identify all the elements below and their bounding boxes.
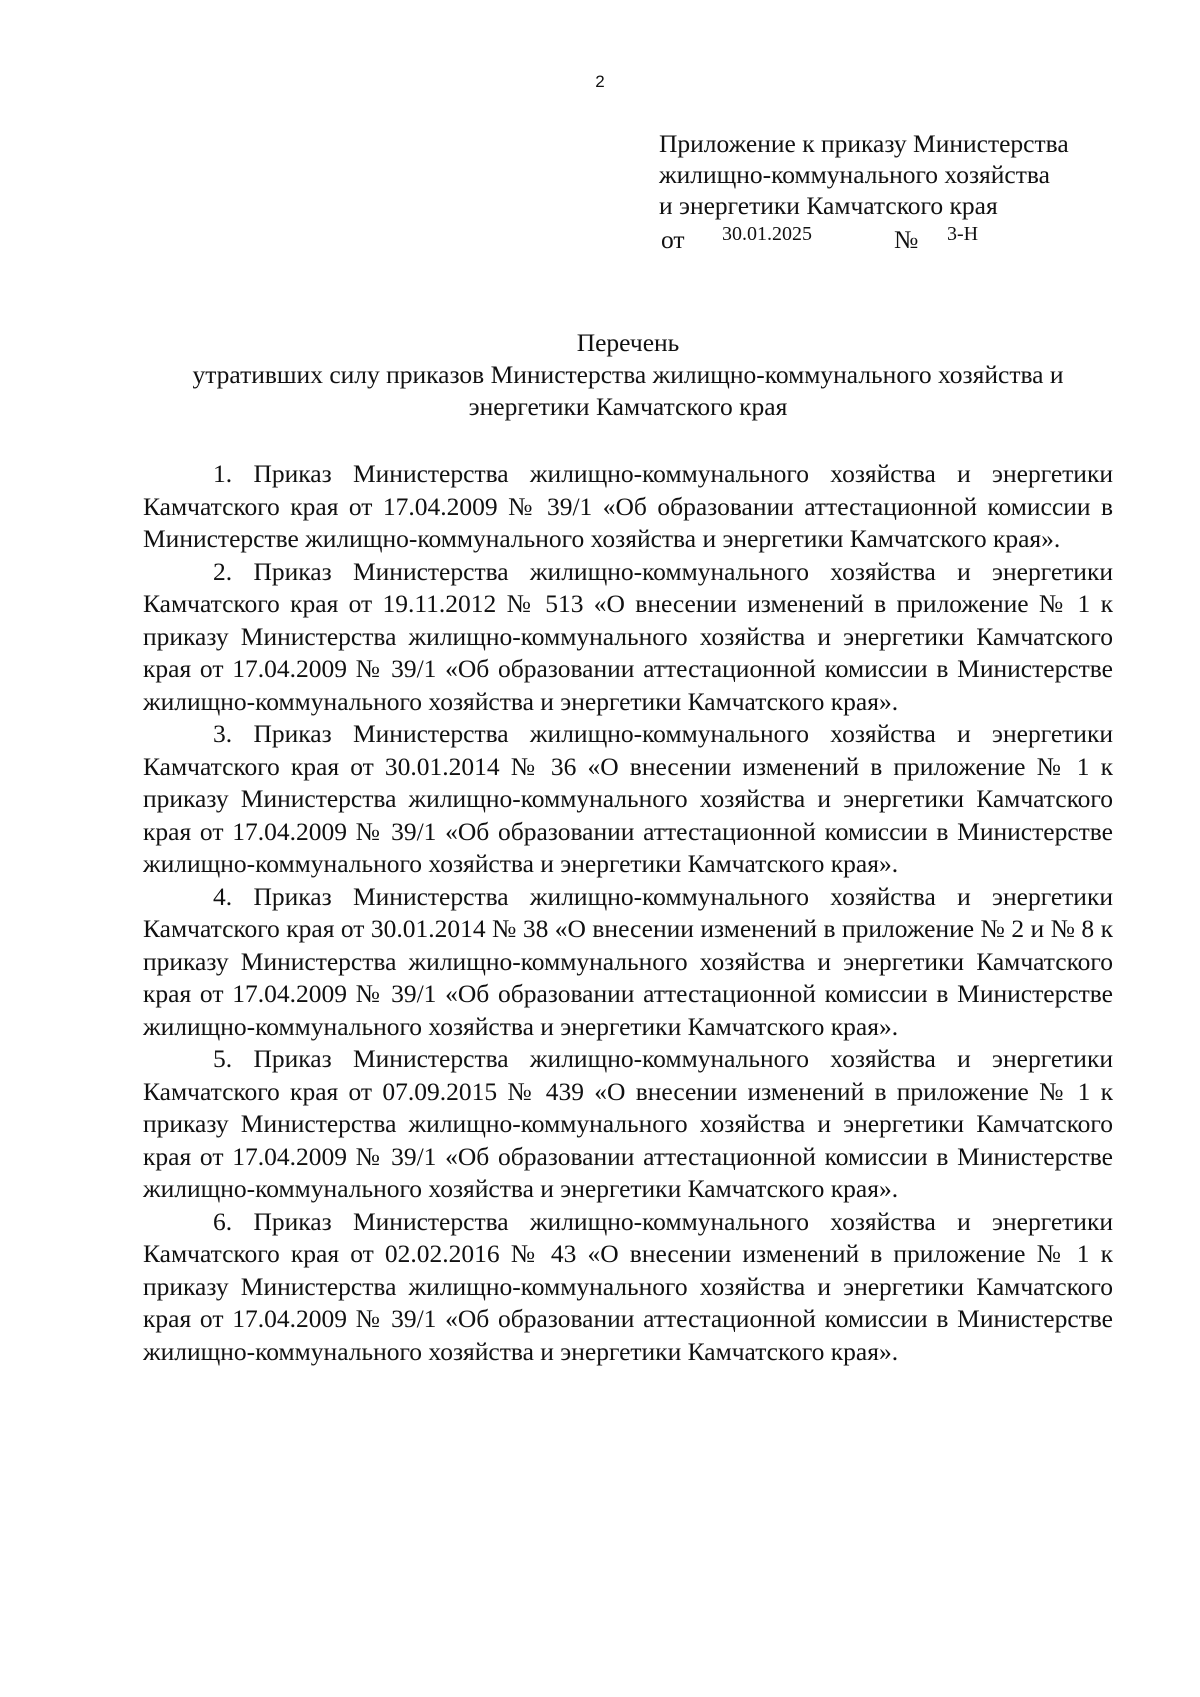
appendix-line-2: жилищно-коммунального хозяйства [659,160,1050,189]
registration-line [659,221,1129,252]
order-date: 30.01.2025 [722,223,812,245]
appendix-header [659,128,1129,252]
order-number: 3-Н [947,223,979,245]
orders-list [143,458,1113,1368]
title-line-1: Перечень [576,328,680,357]
date-from-label: от [661,225,685,254]
list-item: 1. Приказ Министерства жилищно-коммунального хозяйства и энергетики Камчатского края от 17.04.2009 № 39/1 «Об образовании аттестационной комиссии в Министерстве жилищно-коммунального хозяйства и энергетики Камчатского края». [143,459,1113,553]
list-item: 4. Приказ Министерства жилищно-коммунального хозяйства и энергетики Камчатского края от 30.01.2014 № 38 «О внесении изменений в приложение № 2 и № 8 к приказу Министерства жилищно-коммунального хозяйства и энергетики Камчатского края от 17.04.2009 № 39/1 «Об образовании аттестационной комиссии в Министерстве жилищно-коммунального хозяйства и энергетики Камчатского края». [143,881,1113,1041]
title-line-3: энергетики Камчатского края [468,392,788,421]
number-sign: № [894,225,919,254]
appendix-line-3: и энергетики Камчатского края [659,191,998,220]
title-line-2: утративших силу приказов Министерства жилищно-коммунального хозяйства и [192,360,1064,389]
document-title [143,327,1113,423]
list-item: 5. Приказ Министерства жилищно-коммунального хозяйства и энергетики Камчатского края от 07.09.2015 № 439 «О внесении изменений в приложение № 1 к приказу Министерства жилищно-коммунального хозяйства и энергетики Камчатского края от 17.04.2009 № 39/1 «Об образовании аттестационной комиссии в Министерстве жилищно-коммунального хозяйства и энергетики Камчатского края». [143,1044,1113,1203]
page-number: 2 [595,72,605,91]
list-item: 3. Приказ Министерства жилищно-коммунального хозяйства и энергетики Камчатского края от 30.01.2014 № 36 «О внесении изменений в приложение № 1 к приказу Министерства жилищно-коммунального хозяйства и энергетики Камчатского края от 17.04.2009 № 39/1 «Об образовании аттестационной комиссии в Министерстве жилищно-коммунального хозяйства и энергетики Камчатского края». [143,719,1113,878]
appendix-line-1: Приложение к приказу Министерства [659,129,1069,158]
list-item: 6. Приказ Министерства жилищно-коммунального хозяйства и энергетики Камчатского края от 02.02.2016 № 43 «О внесении изменений в приложение № 1 к приказу Министерства жилищно-коммунального хозяйства и энергетики Камчатского края от 17.04.2009 № 39/1 «Об образовании аттестационной комиссии в Министерстве жилищно-коммунального хозяйства и энергетики Камчатского края». [143,1206,1113,1366]
list-item: 2. Приказ Министерства жилищно-коммунального хозяйства и энергетики Камчатского края от 19.11.2012 № 513 «О внесении изменений в приложение № 1 к приказу Министерства жилищно-коммунального хозяйства и энергетики Камчатского края от 17.04.2009 № 39/1 «Об образовании аттестационной комиссии в Министерстве жилищно-коммунального хозяйства и энергетики Камчатского края». [143,556,1113,716]
